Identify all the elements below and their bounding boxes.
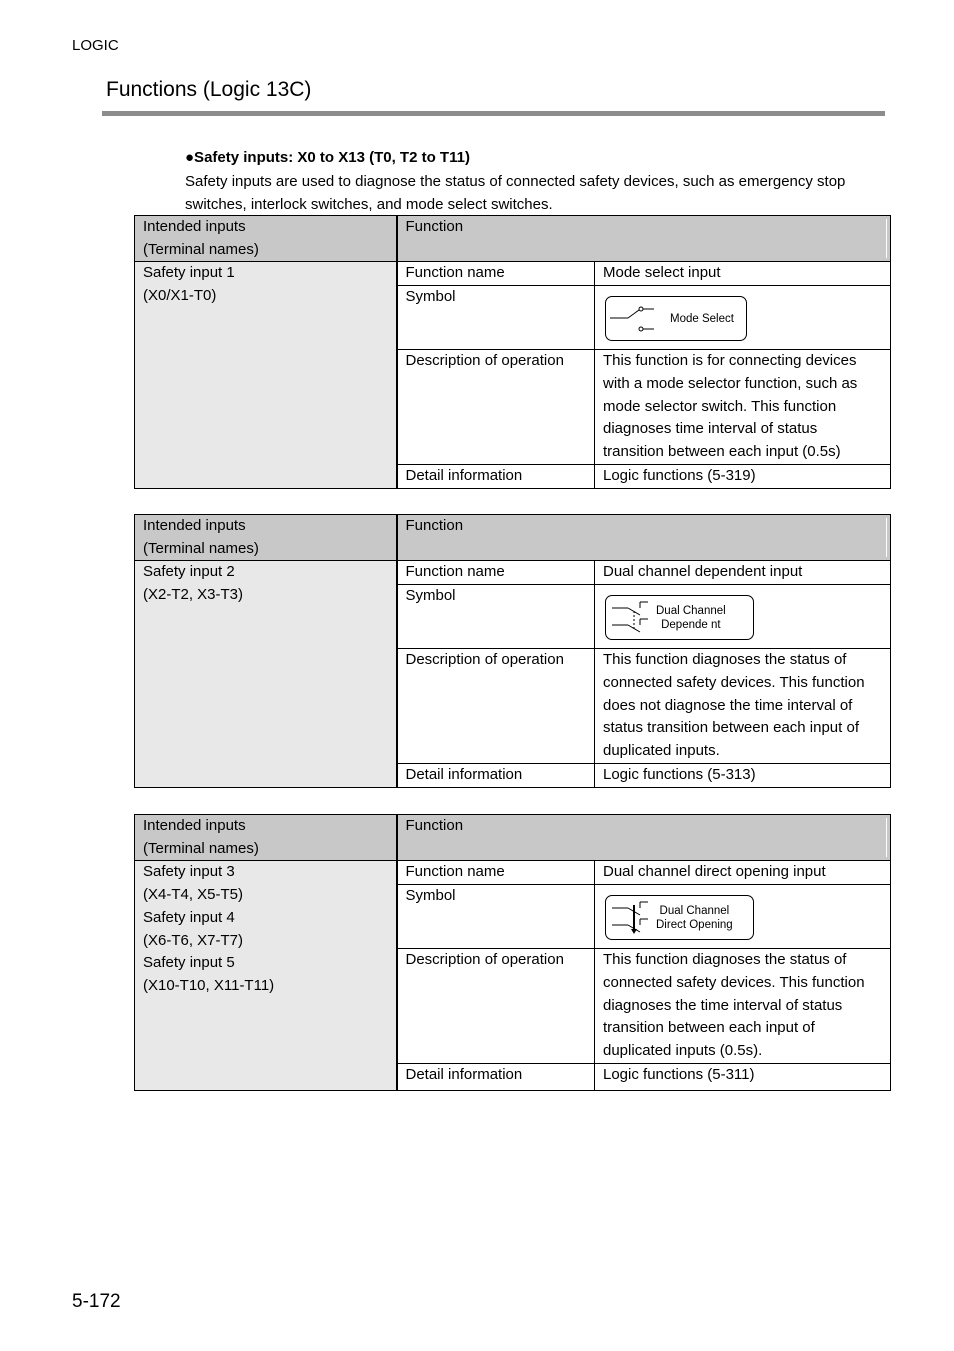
- function-name-value: Dual channel direct opening input: [595, 861, 891, 885]
- detail-value: Logic functions (5-313): [595, 764, 891, 788]
- intended-inputs-cell: Safety input 1 (X0/X1-T0): [135, 262, 397, 488]
- intro-heading: ●Safety inputs: X0 to X13 (T0, T2 to T11): [185, 149, 470, 166]
- symbol-label: Symbol: [397, 885, 595, 949]
- function-name-value: Mode select input: [595, 262, 891, 286]
- intro-text: Safety inputs are used to diagnose the status of connected safety devices, such as emergency stop switches, interlock switches, and mode select switches.: [185, 173, 846, 213]
- function-name-label: Function name: [397, 561, 595, 585]
- section-label: LOGIC: [72, 37, 119, 54]
- detail-value: Logic functions (5-319): [595, 465, 891, 489]
- header-function: Function: [397, 815, 891, 861]
- dual-channel-direct-opening-icon: [606, 897, 656, 938]
- detail-label: Detail information: [397, 465, 595, 489]
- header-intended-inputs: Intended inputs (Terminal names): [135, 815, 397, 861]
- detail-label: Detail information: [397, 1064, 595, 1091]
- symbol-caption: Dual Channel Direct Opening: [656, 904, 733, 931]
- detail-value: Logic functions (5-311): [595, 1064, 891, 1091]
- description-label: Description of operation: [397, 350, 595, 465]
- header-function: Function: [397, 515, 891, 561]
- symbol-caption: Dual Channel Depende nt: [656, 604, 726, 631]
- description-value: This function is for connecting devices with a mode selector function, such as mode selector switch. This function diagnoses time interval of status transition between each input (0.5s): [595, 350, 891, 465]
- header-intended-inputs: Intended inputs (Terminal names): [135, 515, 397, 561]
- page-number: 5-172: [72, 1291, 121, 1312]
- dual-channel-direct-opening-symbol: [605, 895, 754, 940]
- symbol-label: Symbol: [397, 585, 595, 649]
- mode-select-switch-icon: [606, 298, 670, 339]
- header-intended-inputs: Intended inputs (Terminal names): [135, 216, 397, 262]
- description-value: This function diagnoses the status of connected safety devices. This function does not diagnose the time interval of status transition between each input of duplicated inputs.: [595, 649, 891, 764]
- symbol-cell: [595, 286, 891, 350]
- dual-channel-dependent-icon: [606, 597, 656, 638]
- symbol-cell: [595, 885, 891, 949]
- function-name-value: Dual channel dependent input: [595, 561, 891, 585]
- intended-inputs-cell: Safety input 2 (X2-T2, X3-T3): [135, 561, 397, 787]
- function-name-label: Function name: [397, 262, 595, 286]
- dual-channel-dependent-symbol: [605, 595, 754, 640]
- detail-label: Detail information: [397, 764, 595, 788]
- symbol-cell: [595, 585, 891, 649]
- header-function: Function: [397, 216, 891, 262]
- safety-input-table-3: [134, 814, 891, 1091]
- description-label: Description of operation: [397, 949, 595, 1064]
- symbol-label: Symbol: [397, 286, 595, 350]
- mode-select-symbol: [605, 296, 747, 341]
- description-value: This function diagnoses the status of connected safety devices. This function diagnoses the time interval of status transition between each input of duplicated inputs (0.5s).: [595, 949, 891, 1064]
- intended-inputs-cell: Safety input 3 (X4-T4, X5-T5) Safety input 4 (X6-T6, X7-T7) Safety input 5 (X10-T10, X11-T11): [135, 861, 397, 1091]
- description-label: Description of operation: [397, 649, 595, 764]
- function-name-label: Function name: [397, 861, 595, 885]
- page-title: Functions (Logic 13C): [106, 78, 312, 101]
- title-rule: [102, 111, 885, 116]
- safety-input-table-1: [134, 215, 891, 489]
- safety-input-table-2: [134, 514, 891, 788]
- symbol-caption: Mode Select: [670, 312, 734, 325]
